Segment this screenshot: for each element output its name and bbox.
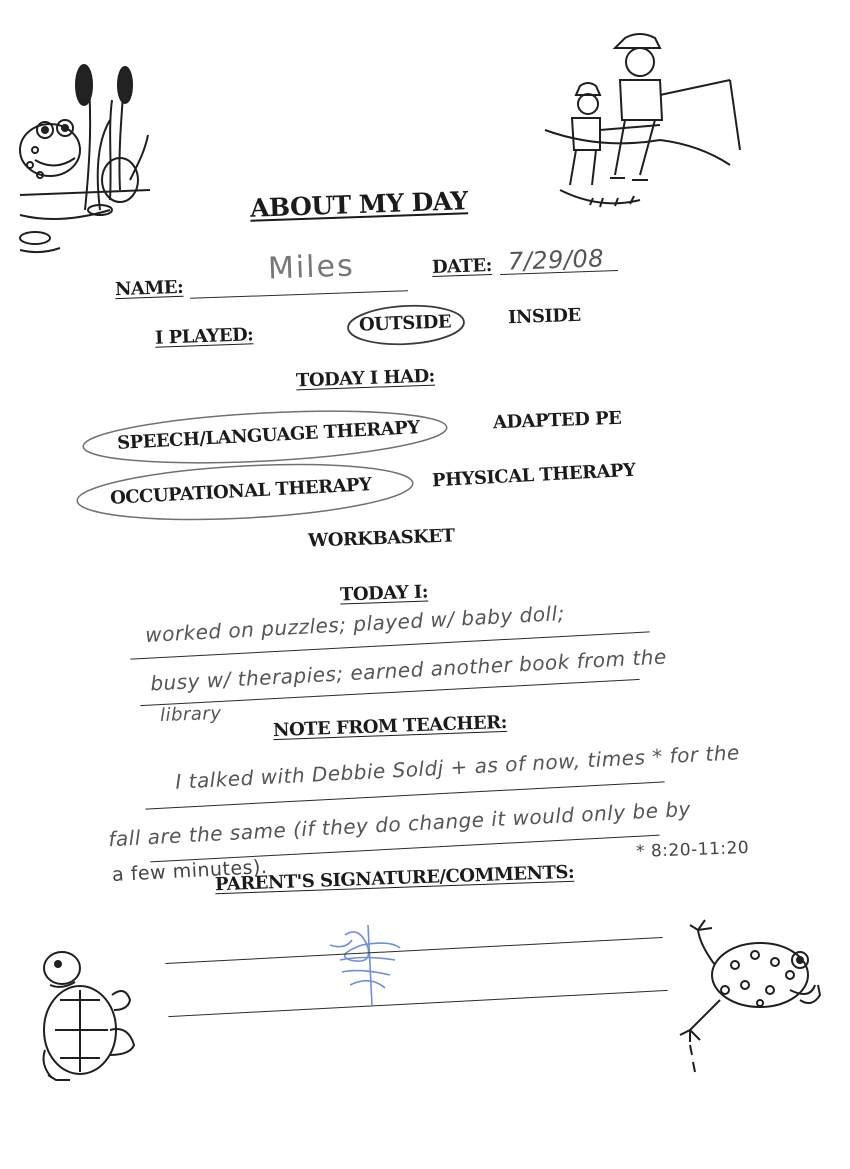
signature-scribble-icon [330, 925, 400, 1005]
teacher-note-label: NOTE FROM TEACHER: [272, 711, 508, 742]
frog-cattails-icon [20, 65, 150, 252]
therapy-option-workbasket[interactable]: WORKBASKET [307, 525, 455, 552]
jumping-frog-icon [680, 920, 820, 1072]
today-had-label: TODAY I HAD: [295, 365, 436, 392]
fishing-father-son-icon [545, 34, 740, 207]
today-i-entry-line-3[interactable]: library [159, 702, 222, 727]
played-label: I PLAYED: [154, 324, 254, 349]
therapy-option-speech[interactable]: SPEECH/LANGUAGE THERAPY [116, 417, 421, 454]
therapy-option-physical[interactable]: PHYSICAL THERAPY [431, 459, 636, 492]
teacher-note-entry-line-2[interactable]: fall are the same (if they do change it would only be by [107, 796, 692, 852]
played-option-outside[interactable]: OUTSIDE [358, 311, 452, 336]
played-option-inside[interactable]: INSIDE [507, 304, 581, 329]
date-entry[interactable]: 7/29/08 [507, 244, 605, 276]
name-entry[interactable]: Miles [267, 248, 356, 287]
today-i-entry-line-2[interactable]: busy w/ therapies; earned another book from the [149, 644, 668, 696]
teacher-note-time-footnote[interactable]: * 8:20-11:20 [635, 838, 750, 862]
therapy-option-adapted-pe[interactable]: ADAPTED PE [492, 407, 622, 434]
name-label: NAME: [114, 276, 184, 301]
teacher-note-entry-line-3[interactable]: a few minutes). [111, 855, 268, 887]
therapy-option-occupational[interactable]: OCCUPATIONAL THERAPY [109, 474, 372, 509]
today-i-entry-line-1[interactable]: worked on puzzles; played w/ baby doll; [144, 601, 566, 647]
form-title: ABOUT MY DAY [249, 186, 469, 223]
today-i-label: TODAY I: [339, 581, 429, 606]
teacher-note-entry-line-1[interactable]: I talked with Debbie Soldj + as of now, times * for the [174, 740, 741, 794]
turtle-icon [44, 952, 134, 1080]
parent-signature-label: PARENT'S SIGNATURE/COMMENTS: [214, 861, 575, 896]
date-label: DATE: [431, 254, 493, 279]
